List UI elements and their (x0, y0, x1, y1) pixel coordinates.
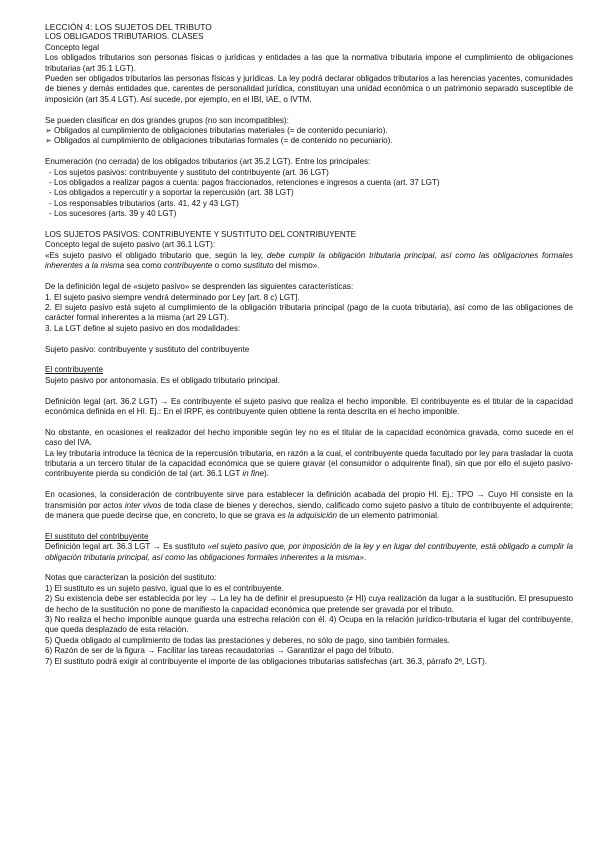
contribuyente-intro: Sujeto pasivo por antonomasia. Es el obligado tributario principal. (45, 375, 280, 385)
enumeration-item: - Los obligados a realizar pagos a cuenta: pagos fraccionados, retenciones e ingresos a cuenta (art. 37 LGT) (49, 178, 440, 188)
sustituto-note: 1) El sustituto es un sujeto pasivo, igual que lo es el contribuyente. (45, 583, 284, 593)
sustituto-note: 7) El sustituto podrá exigir al contribuyente el importe de las obligaciones tributarias satisfechas (art. 36.3, párrafo 2º, LGT). (45, 656, 488, 666)
contribuyente-tpo-example: En ocasiones, la consideración de contribuyente sirve para establecer la definición acabada del propio HI. Ej.: TPO → Cuyo HI consiste en la transmisión por actos inter vivos de toda clase de bienes y derechos, siendo, calificado como sujeto pasivo a título de contribuyente el adquirente; de manera que puede decirse que, en concreto, lo que se grava es la adquisición de un elemento patrimonial. (45, 490, 574, 520)
contribuyente-definition: Definición legal (art. 36.2 LGT) → Es contribuyente el sujeto pasivo que realiza el hecho imponible. El contribuyente es el titular de la capacidad económica definida en el HI. Ej.: En el IRPF, es contribuyente quien obtiene la renta descrita en el hecho imponible. (45, 396, 573, 416)
section-heading-obligados: LOS OBLIGADOS TRIBUTARIOS. CLASES (45, 32, 204, 42)
paragraph-definition: Los obligados tributarios son personas físicas o jurídicas y entidades a las que la normativa tributaria impone el cumplimiento de obligaciones tributarias (art 35.1 LGT). (45, 53, 573, 73)
feature-item: 1. El sujeto pasivo siempre vendrá determinado por Ley [art. 8 c) LGT]. (45, 292, 300, 302)
sustituto-definition: Definición legal art. 36.3 LGT → Es sustituto «el sujeto pasivo que, por imposición de la ley y en lugar del contribuyente, está obligado a cumplir la obligación tributaria principal, así como las obligaciones formales inherentes a la misma». (45, 542, 573, 562)
enumeration-item: - Los obligados a repercutir y a soportar la repercusión (art. 38 LGT) (49, 188, 294, 198)
document-page (45, 22, 573, 667)
feature-item: 2. El sujeto pasivo está sujeto al cumplimiento de la obligación tributaria principal (pago de la cuota tributaria), así como de las obligaciones de carácter formal inherentes a la misma (art 29 LGT). (45, 302, 573, 323)
modalities-line: Sujeto pasivo: contribuyente y sustituto del contribuyente (45, 344, 250, 354)
group-item: ➢ Obligados al cumplimiento de obligaciones tributarias formales (= de contenido no pecuniario). (45, 136, 393, 146)
sustituto-notes-intro: Notas que caracterizan la posición del sustituto: (45, 573, 217, 583)
enumeration-item: - Los sujetos pasivos: contribuyente y sustituto del contribuyente (art. 36 LGT) (49, 167, 329, 177)
sustituto-note: 6) Razón de ser de la figura → Facilitar las tareas recaudatorias → Garantizar el pago del tributo. (45, 646, 394, 656)
group-item: ➢ Obligados al cumplimiento de obligaciones tributarias materiales (= de contenido pecuniario). (45, 126, 388, 136)
enumeration-item: - Los responsables tributarios (arts. 41, 42 y 43 LGT) (49, 198, 239, 208)
enumeration-item: - Los sucesores (arts. 39 y 40 LGT) (49, 209, 177, 219)
concept-label-sujeto-pasivo: Concepto legal de sujeto pasivo (art 36.1 LGT): (45, 240, 216, 250)
sustituto-note: 3) No realiza el hecho imponible aunque guarda una estrecha relación con él. 4) Ocupa en la relación jurídico-tributaria el lugar del contribuyente, que queda desplazado de esta relación. (45, 614, 573, 635)
document-title: LECCIÓN 4: LOS SUJETOS DEL TRIBUTO (45, 22, 212, 32)
groups-intro: Se pueden clasificar en dos grandes grupos (no son incompatibles): (45, 115, 289, 125)
feature-item: 3. La LGT define al sujeto pasivo en dos modalidades: (45, 323, 241, 333)
paragraph-entities: Pueden ser obligados tributarios las personas físicas y jurídicas. La ley podrá declarar obligados tributarios a las herencias yacentes, comunidades de bienes y demás entidades que, carentes de personalidad jurídica, constituyan una unidad económica o un patrimonio separado susceptible de imposición (art 35.4 LGT). Así sucede, por ejemplo, en el IBI, IAE, o IVTM. (45, 74, 573, 104)
section-heading-sujetos-pasivos: LOS SUJETOS PASIVOS: CONTRIBUYENTE Y SUSTITUTO DEL CONTRIBUYENTE (45, 230, 357, 240)
sustituto-heading: El sustituto del contribuyente (45, 531, 149, 541)
sustituto-note: 2) Su existencia debe ser establecida por ley → La ley ha de definir el presupuesto (≠ HI) cuya realización da lugar a la sustitución. El presupuesto de hecho de la sustitución no pone de manifiesto la capacidad económica que pretende ser gravada por el tributo. (45, 594, 573, 614)
concept-label: Concepto legal (45, 42, 99, 52)
contribuyente-repercusion: La ley tributaria introduce la técnica de la repercusión tributaria, en razón a la cual, el contribuyente queda facultado por ley para trasladar la cuota tributaria a un tercero titular de la capacidad económica que se quiere gravar (el consumidor o adquirente final), sin que por ello el sujeto pasivo- contribuyente pierda su condición de tal (art. 36.1 LGT in fine). (45, 448, 573, 479)
sustituto-note: 5) Queda obligado al cumplimiento de todas las prestaciones y deberes, no sólo de pago, sino también formales. (45, 635, 450, 645)
contribuyente-iva-note: No obstante, en ocasiones el realizador del hecho imponible según ley no es el titular de la capacidad económica gravada, como sucede en el caso del IVA. (45, 427, 573, 448)
contribuyente-heading: El contribuyente (45, 365, 104, 375)
features-intro: De la definición legal de «sujeto pasivo» se desprenden las siguientes características: (45, 282, 354, 292)
legal-quote: «Es sujeto pasivo el obligado tributario que, según la ley, debe cumplir la obligación tributaria principal, así como las obligaciones formales inherentes a la misma sea como contribuyente o como sustituto del mismo». (45, 250, 573, 271)
enumeration-intro: Enumeración (no cerrada) de los obligados tributarios (art 35.2 LGT). Entre los principales: (45, 157, 371, 167)
